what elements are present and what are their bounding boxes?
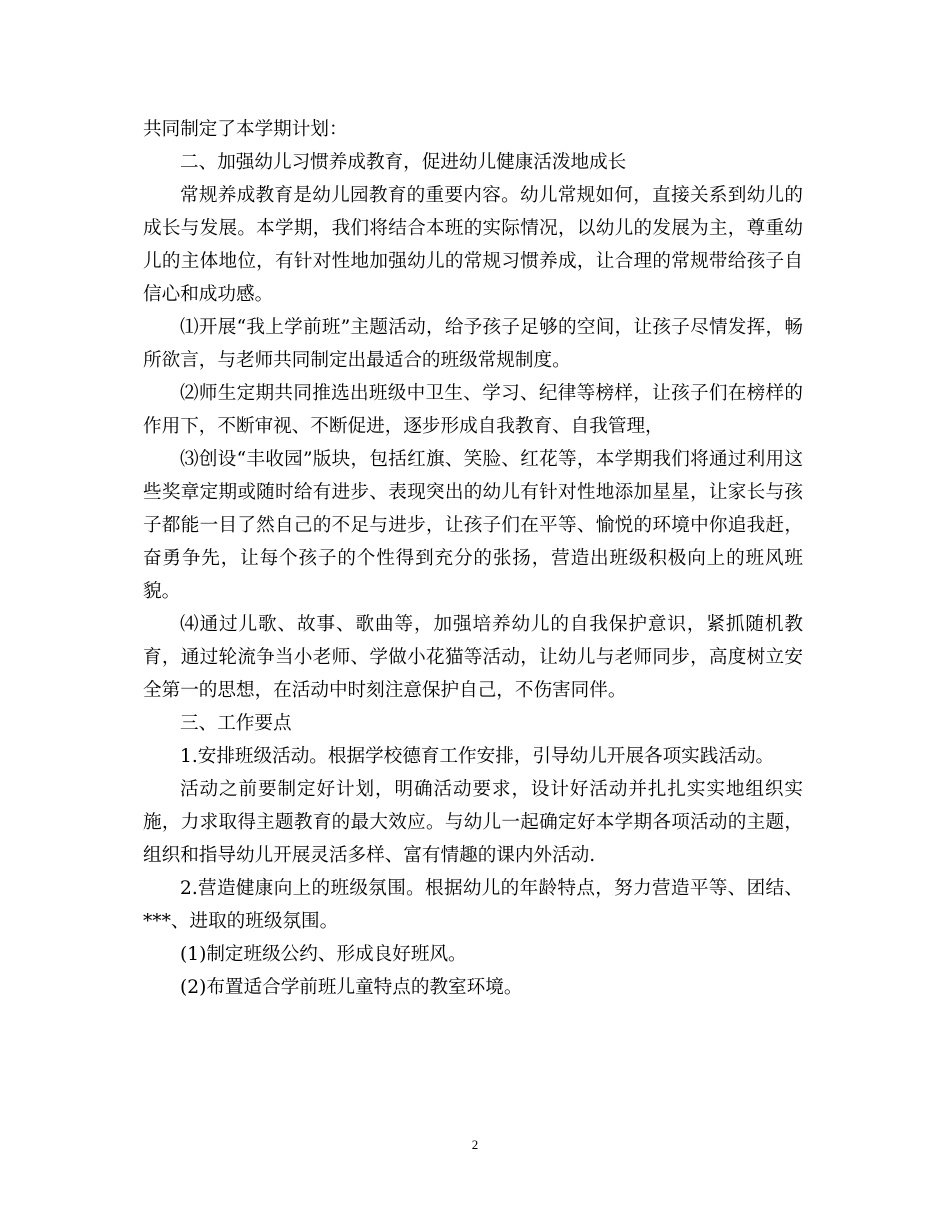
work-point-1: 1.安排班级活动。根据学校德育工作安排，引导幼儿开展各项实践活动。 — [180, 746, 775, 767]
list-item-1: ⑴开展“我上学前班”主题活动，给予孩子足够的空间，让孩子尽情发挥，畅所欲言，与老师共同制定出最适合的班级常规制度。 — [143, 317, 803, 371]
list-item-2: ⑵师生定期共同推选出班级中卫生、学习、纪律等榜样，让孩子们在榜样的作用下，不断审视、不断促进，逐步形成自我教育、自我管理， — [143, 383, 803, 437]
list-item-3: ⑶创设“丰收园”版块，包括红旗、笑脸、红花等，本学期我们将通过利用这些奖章定期或随时给有进步、表现突出的幼儿有针对性地添加星星，让家长与孩子都能一目了然自己的不足与进步，让孩子们在平等、愉悦的环境中你追我赶，奋勇争先，让每个孩子的个性得到充分的张扬，营造出班级积极向上的班风班貌。 — [143, 449, 803, 602]
paragraph-activities: 活动之前要制定好计划，明确活动要求，设计好活动并扎扎实实地组织实施，力求取得主题教育的最大效应。与幼儿一起确定好本学期各项活动的主题，组织和指导幼儿开展灵活多样、富有情趣的课内外活动. — [143, 779, 803, 866]
paragraph-1: 共同制定了本学期计划： — [143, 119, 348, 140]
sub-item-2: (2)布置适合学前班儿童特点的教室环境。 — [180, 977, 523, 998]
sub-item-1: (1)制定班级公约、形成良好班风。 — [180, 944, 467, 965]
section-heading-2: 二、加强幼儿习惯养成教育，促进幼儿健康活泼地成长 — [180, 152, 627, 173]
list-item-4: ⑷通过儿歌、故事、歌曲等，加强培养幼儿的自我保护意识，紧抓随机教育，通过轮流争当小老师、学做小花猫等活动，让幼儿与老师同步，高度树立安全第一的思想，在活动中时刻注意保护自己，不伤害同伴。 — [143, 614, 803, 701]
page-number: 2 — [471, 1137, 479, 1152]
document-body — [143, 113, 803, 1004]
paragraph-3: 常规养成教育是幼儿园教育的重要内容。幼儿常规如何，直接关系到幼儿的成长与发展。本学期，我们将结合本班的实际情况，以幼儿的发展为主，尊重幼儿的主体地位，有针对性地加强幼儿的常规习惯养成，让合理的常规带给孩子自信心和成功感。 — [143, 185, 803, 305]
work-point-2: 2.营造健康向上的班级氛围。根据幼儿的年龄特点，努力营造平等、团结、***、进取的班级氛围。 — [143, 878, 803, 932]
section-heading-3: 三、工作要点 — [180, 713, 292, 734]
